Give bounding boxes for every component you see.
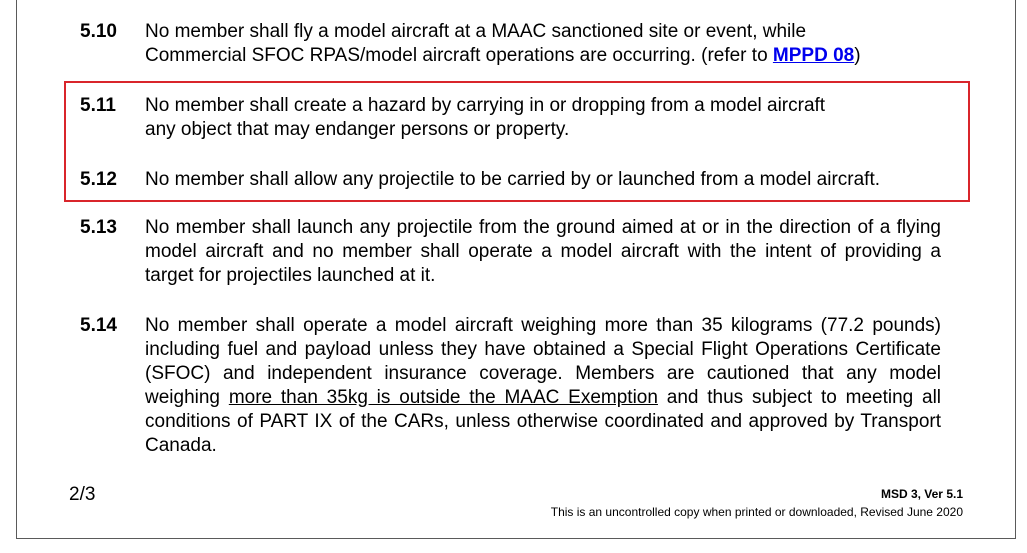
mppd-08-link[interactable]: MPPD 08 xyxy=(772,45,855,66)
rule-text-line: No member shall fly a model aircraft at a MAAC sanctioned site or event, while xyxy=(145,21,807,42)
rule-number: 5.11 xyxy=(80,95,116,116)
rule-text xyxy=(145,168,975,192)
rule-text-line: No member shall create a hazard by carrying in or dropping from a model aircraft xyxy=(145,95,826,116)
rule-number: 5.12 xyxy=(80,169,117,190)
document-id: MSD 3, Ver 5.1 xyxy=(880,487,963,501)
rule-text: No member shall launch any projectile from the ground aimed at or in the direction of a flying model aircraft and no member shall operate a model aircraft with the intent of providing a target for projectiles launched at it. xyxy=(145,217,941,286)
rule-text xyxy=(145,314,941,458)
rule-text-segment: No member shall operate a model aircraft weighing more than 35 kilograms (77.2 pounds) including fuel and payload unless they have obtained a Special Flight Operations Certificate (SFOC) and independent insurance coverage. Members are cautioned that any model weighing xyxy=(145,315,941,408)
rule-number: 5.14 xyxy=(80,315,117,336)
disclaimer-text: This is an uncontrolled copy when printed or downloaded, Revised June 2020 xyxy=(550,505,963,519)
rule-number: 5.10 xyxy=(80,21,117,42)
rule-text xyxy=(145,94,960,142)
rule-text xyxy=(145,20,960,68)
rule-text-line: No member shall allow any projectile to be carried by or launched from a model aircraft. xyxy=(145,169,880,190)
rule-text-line xyxy=(145,44,960,68)
rule-text-segment: ) xyxy=(854,45,861,66)
underlined-text: more than 35kg is outside the MAAC Exemption xyxy=(228,387,658,408)
rule-text-segment: Commercial SFOC RPAS/model aircraft operations are occurring. (refer to xyxy=(145,45,773,66)
rule-number: 5.13 xyxy=(80,217,117,238)
page-number: 2/3 xyxy=(69,484,96,505)
rule-text-segment: and thus subject to meeting all conditions of PART IX of the CARs, unless otherwise coordinated and approved by Transport Canada. xyxy=(145,387,942,456)
rule-text-line: any object that may endanger persons or property. xyxy=(145,119,570,140)
